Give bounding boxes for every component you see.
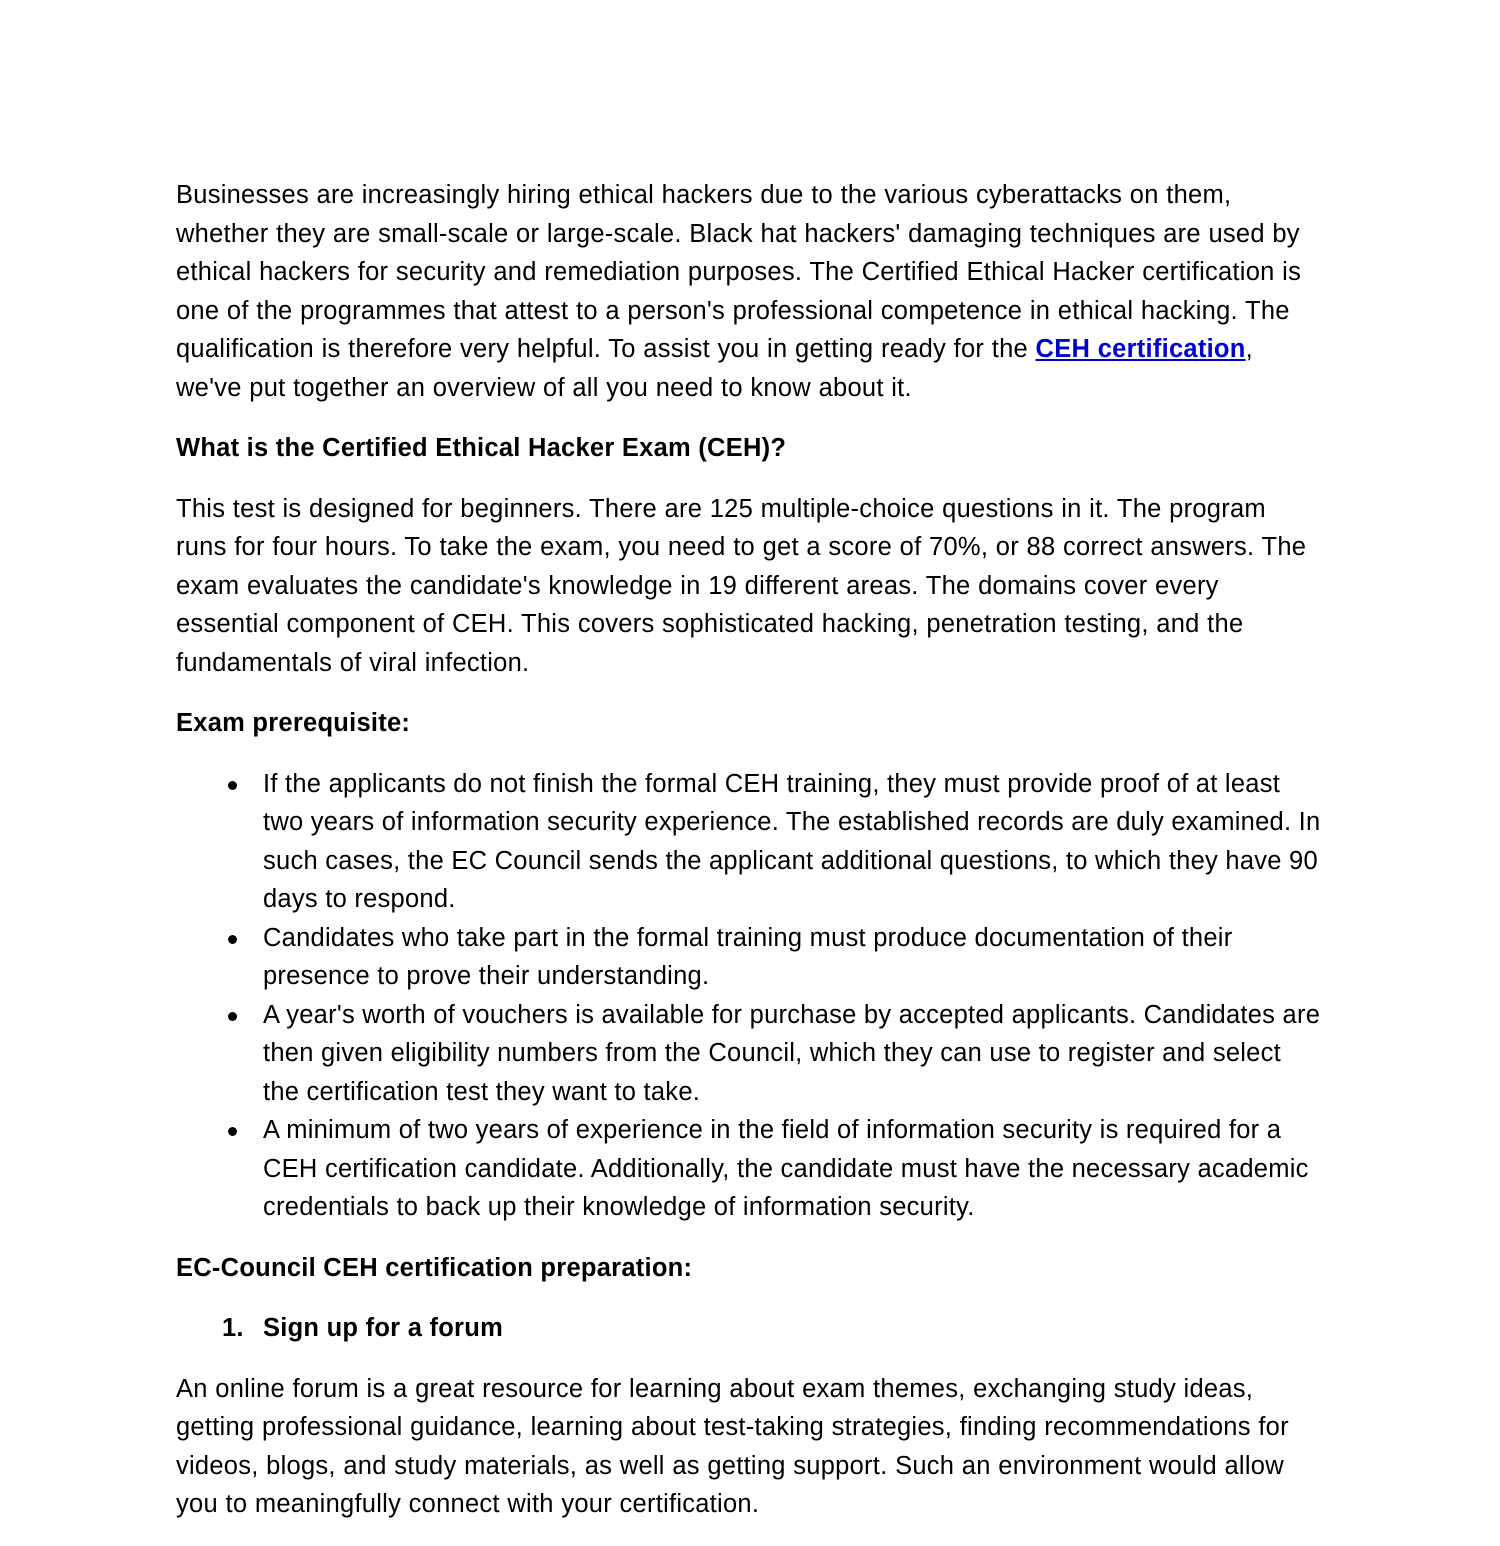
prerequisite-bullet-list	[176, 765, 1324, 1227]
list-item: A year's worth of vouchers is available for purchase by accepted applicants. Candidates are then given eligibility numbers from the Council, which they can use to register and select the certification test they want to take.	[176, 996, 1324, 1112]
paragraph-exam-overview: This test is designed for beginners. There are 125 multiple-choice questions in it. The program runs for four hours. To take the exam, you need to get a score of 70%, or 88 correct answers. The exam evaluates the candidate's knowledge in 19 different areas. The domains cover every essential component of CEH. This covers sophisticated hacking, penetration testing, and the fundamentals of viral infection.	[176, 494, 1307, 677]
preparation-step-list	[176, 1309, 1324, 1348]
list-item	[176, 1309, 1324, 1348]
list-item-number: 1.	[222, 1314, 244, 1342]
list-item: A minimum of two years of experience in the field of information security is required for a CEH certification candidate. Additionally, the candidate must have the necessary academic credentials to back up their knowledge of information security.	[176, 1111, 1324, 1227]
intro-paragraph	[176, 176, 1324, 407]
document-text-column	[176, 176, 1324, 1546]
heading-what-is-ceh: What is the Certified Ethical Hacker Exam (CEH)?	[176, 434, 787, 462]
intro-text-after-link: , we've put together an overview of all you need to know about it.	[176, 335, 1253, 402]
heading-exam-prerequisite: Exam prerequisite:	[176, 709, 411, 737]
heading-ec-council-preparation: EC-Council CEH certification preparation:	[176, 1253, 693, 1282]
intro-text-before-link: Businesses are increasingly hiring ethical hackers due to the various cyberattacks on them, whether they are small-scale or large-scale. Black hat hackers' damaging techniques are used by ethical hackers for security and remediation purposes. The Certified Ethical Hacker certification is one of the programmes that attest to a person's professional competence in ethical hacking. The qualification is therefore very helpful. To assist you in getting ready for the	[176, 181, 1302, 363]
paragraph-online-forum: An online forum is a great resource for learning about exam themes, exchanging study ideas, getting professional guidance, learning about test-taking strategies, finding recommendations for videos, blogs, and study materials, as well as getting support. Such an environment would allow you to meaningfully connect with your certification.	[176, 1374, 1289, 1518]
ceh-certification-link[interactable]: CEH certification	[1035, 335, 1246, 363]
list-item: If the applicants do not finish the formal CEH training, they must provide proof of at least two years of information security experience. The established records are duly examined. In such cases, the EC Council sends the applicant additional questions, to which they have 90 days to respond.	[176, 765, 1324, 919]
list-item-label: Sign up for a forum	[263, 1314, 503, 1342]
list-item: Candidates who take part in the formal training must produce documentation of their presence to prove their understanding.	[176, 919, 1324, 996]
